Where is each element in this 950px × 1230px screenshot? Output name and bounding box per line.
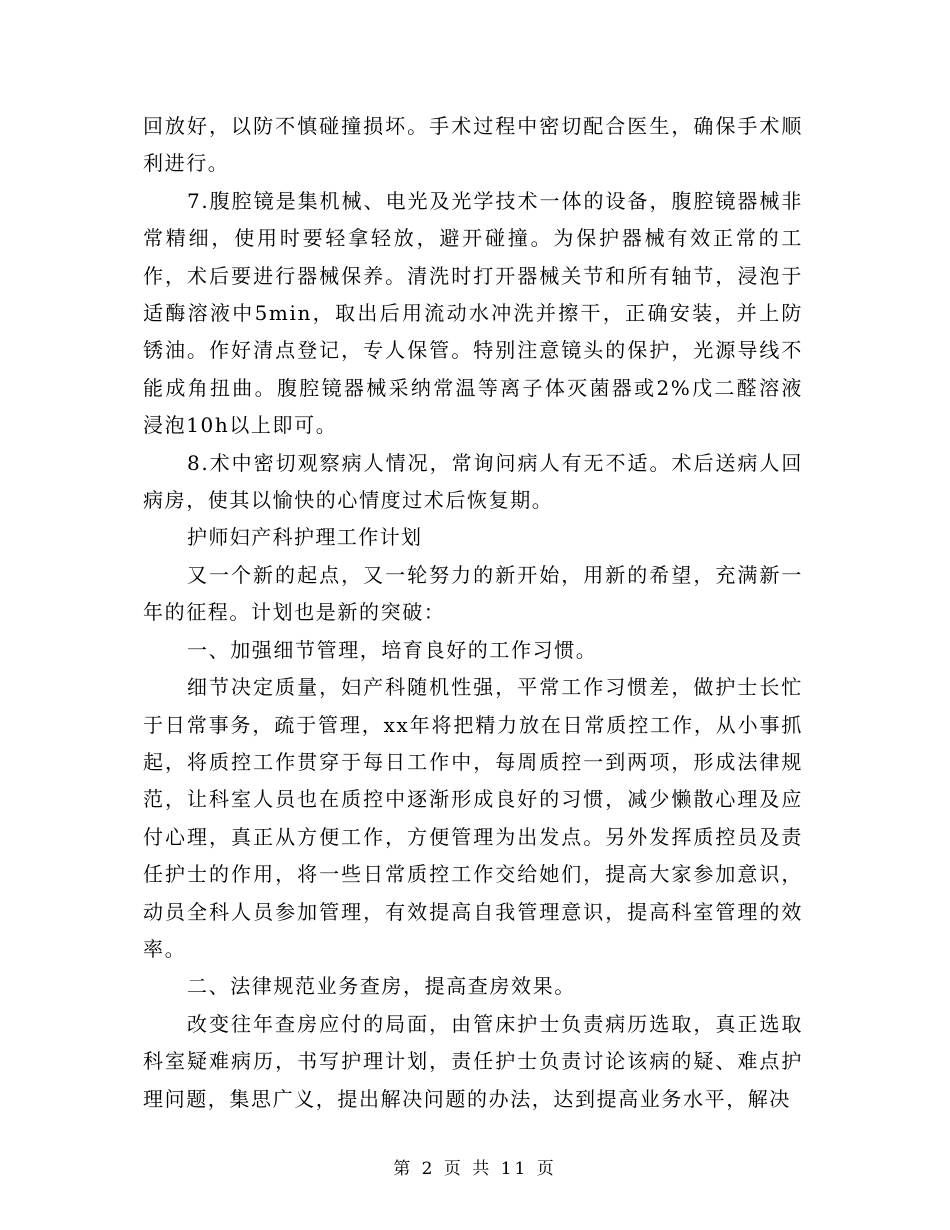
page-number-footer: 第 2 页 共 11 页 xyxy=(393,1159,557,1179)
section-title: 护师妇产科护理工作计划 xyxy=(187,525,423,550)
paragraph-detail-management: 细节决定质量，妇产科随机性强，平常工作习惯差，做护士长忙于日常事务，疏于管理，xx年将把精力放在日常质控工作，从小事抓起，将质控工作贯穿于每日工作中，每周质控一到两项，形成法律规范，让科室人员也在质控中逐渐形成良好的习惯，减少懒散心理及应付心理，真正从方便工作，方便管理为出发点。另外发挥质控员及责任护士的作用，将一些日常质控工作交给她们，提高大家参加意识，动员全科人员参加管理，有效提高自我管理意识，提高科室管理的效率。 xyxy=(143,675,803,961)
paragraph-continuation: 回放好，以防不慎碰撞损坏。手术过程中密切配合医生，确保手术顺利进行。 xyxy=(143,114,803,176)
paragraph-item-7: 7.腹腔镜是集机械、电光及光学技术一体的设备，腹腔镜器械非常精细，使用时要轻拿轻放，避开碰撞。为保护器械有效正常的工作，术后要进行器械保养。清洗时打开器械关节和所有轴节，浸泡于适酶溶液中5min，取出后用流动水冲洗并擦干，正确安装，并上防锈油。作好清点登记，专人保管。特别注意镜头的保护，光源导线不能成角扭曲。腹腔镜器械采纳常温等离子体灭菌器或2%戊二醛溶液浸泡10h以上即可。 xyxy=(143,188,803,438)
paragraph-ward-rounds: 改变往年查房应付的局面，由管床护士负责病历选取，真正选取科室疑难病历，书写护理计划，责任护士负责讨论该病的疑、难点护理问题，集思广义，提出解决问题的办法，达到提高业务水平，解决 xyxy=(143,1011,803,1111)
paragraph-item-8: 8.术中密切观察病人情况，常询问病人有无不适。术后送病人回病房，使其以愉快的心情度过术后恢复期。 xyxy=(143,450,803,513)
heading-one: 一、加强细节管理，培育良好的工作习惯。 xyxy=(187,637,598,662)
document-body xyxy=(143,108,803,1118)
heading-two: 二、法律规范业务查房，提高查房效果。 xyxy=(187,974,576,999)
paragraph-intro: 又一个新的起点，又一轮努力的新开始，用新的希望，充满新一年的征程。计划也是新的突破： xyxy=(143,562,803,625)
